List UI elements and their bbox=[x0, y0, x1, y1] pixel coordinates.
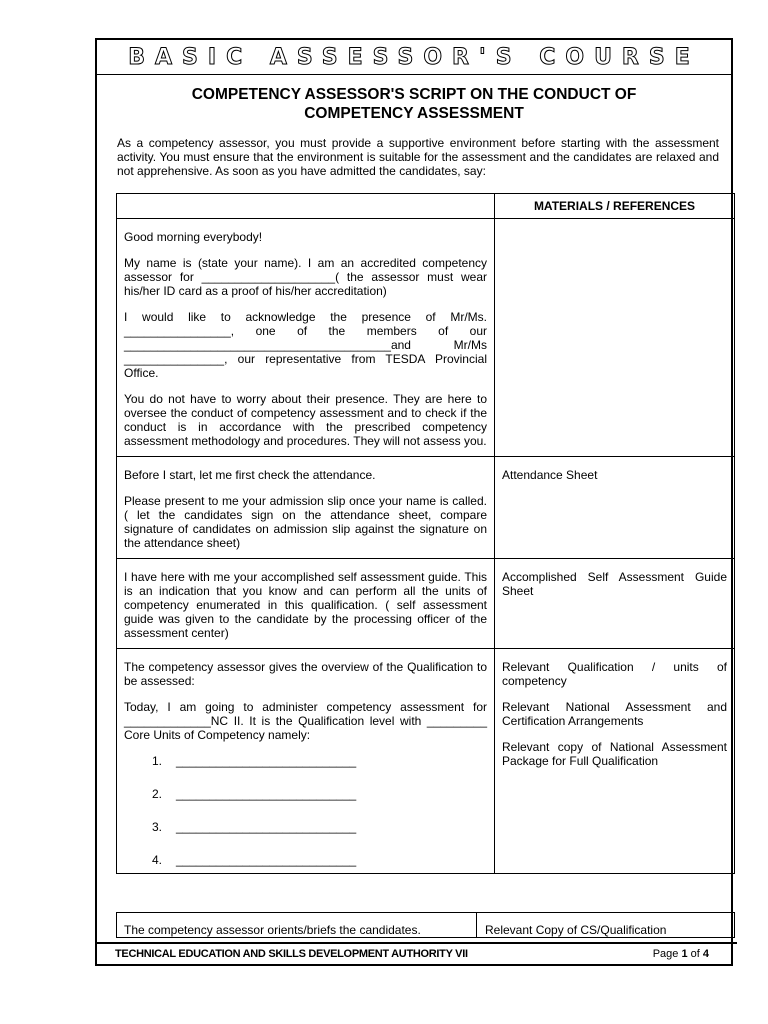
list-item bbox=[152, 820, 487, 834]
title-line-1: COMPETENCY ASSESSOR'S SCRIPT ON THE CONDUCT OF bbox=[191, 86, 637, 103]
script-cell bbox=[117, 457, 495, 559]
script-text: Before I start, let me first check the attendance. bbox=[124, 468, 376, 482]
banner-title: BASIC ASSESSOR'S COURSE bbox=[128, 45, 700, 70]
intro-paragraph: As a competency assessor, you must provide a supportive environment before starting with the assessment activity. You must ensure that the environment is suitable for the assessment and the candidates are relaxed and not apprehensive. As soon as you have admitted the candidates, say: bbox=[117, 136, 719, 178]
script-text: Please present to me your admission slip once your name is called. ( let the candidates sign on the attendance sheet, compare signature of candidates on admission slip against the signature on the attendance sheet) bbox=[124, 494, 487, 550]
page-number bbox=[653, 948, 709, 960]
list-number: 3. bbox=[152, 820, 163, 834]
script-text: My name is (state your name). I am an accredited competency assessor for ____________________( the assessor must wear his/her ID card as a proof of his/her accreditation) bbox=[124, 256, 487, 298]
materials-text: Relevant Qualification / units of competency bbox=[502, 660, 727, 688]
script-text: You do not have to worry about their presence. They are here to oversee the conduct of competency assessment and to check if the conduct is in accordance with the prescribed competency assessment methodology and procedures. They will not assess you. bbox=[124, 392, 487, 448]
script-table bbox=[116, 193, 735, 874]
script-cell bbox=[117, 559, 495, 649]
list-number: 2. bbox=[152, 787, 163, 801]
list-item bbox=[152, 853, 487, 867]
script-cell bbox=[117, 219, 495, 457]
page-frame bbox=[95, 38, 733, 966]
page-footer bbox=[97, 942, 737, 966]
table-row bbox=[117, 219, 735, 457]
list-number: 1. bbox=[152, 754, 163, 768]
materials-text: Relevant National Assessment and Certification Arrangements bbox=[502, 700, 727, 728]
total-pages: 4 bbox=[702, 948, 709, 960]
script-text: I would like to acknowledge the presence of Mr/Ms. ________________, one of the members of our ________________________________________and Mr/Ms _______________, our representative from TESDA Provincial Office. bbox=[124, 310, 487, 380]
blank-line: ___________________________ bbox=[176, 754, 357, 768]
materials-cell: Attendance Sheet bbox=[495, 457, 735, 559]
table-row bbox=[117, 649, 735, 874]
list-item bbox=[152, 754, 487, 768]
materials-text: Relevant copy of National Assessment Package for Full Qualification bbox=[502, 740, 727, 768]
table-header-row bbox=[117, 194, 735, 219]
list-number: 4. bbox=[152, 853, 163, 867]
script-text: The competency assessor gives the overview of the Qualification to be assessed: bbox=[124, 660, 487, 688]
script-text: The competency assessor orients/briefs the candidates. bbox=[124, 923, 421, 937]
materials-cell: Accomplished Self Assessment Guide Sheet bbox=[495, 559, 735, 649]
column-divider bbox=[476, 913, 477, 937]
title-line-2: COMPETENCY ASSESSMENT bbox=[304, 105, 524, 122]
script-text: Good morning everybody! bbox=[124, 230, 263, 244]
materials-cell bbox=[495, 649, 735, 874]
blank-line: ___________________________ bbox=[176, 853, 357, 867]
current-page: 1 bbox=[681, 948, 688, 960]
table-row bbox=[117, 559, 735, 649]
header-script bbox=[117, 194, 495, 219]
blank-line: ___________________________ bbox=[176, 787, 357, 801]
script-text: I have here with me your accomplished self assessment guide. This is an indication that you know and can perform all the units of competency enumerated in this qualification. ( self assessment guide was given to the candidate by the processing officer of the assessment center) bbox=[124, 570, 487, 640]
script-text: Today, I am going to administer competency assessment for _____________NC II. It is the Qualification level with _________ Core Units of Competency namely: bbox=[124, 700, 487, 742]
page-title bbox=[117, 85, 711, 123]
unit-list bbox=[124, 754, 487, 867]
script-cell bbox=[117, 649, 495, 874]
header-materials: MATERIALS / REFERENCES bbox=[495, 194, 735, 219]
materials-text: Relevant Copy of CS/Qualification bbox=[485, 923, 667, 937]
table-row bbox=[117, 457, 735, 559]
course-banner bbox=[97, 40, 731, 75]
table-row-continued bbox=[116, 912, 735, 938]
page-label: Page bbox=[652, 948, 682, 960]
blank-line: ___________________________ bbox=[176, 820, 357, 834]
of-label: of bbox=[687, 948, 703, 960]
list-item bbox=[152, 787, 487, 801]
materials-cell bbox=[495, 219, 735, 457]
footer-organization: TECHNICAL EDUCATION AND SKILLS DEVELOPMENT AUTHORITY VII bbox=[115, 948, 468, 960]
